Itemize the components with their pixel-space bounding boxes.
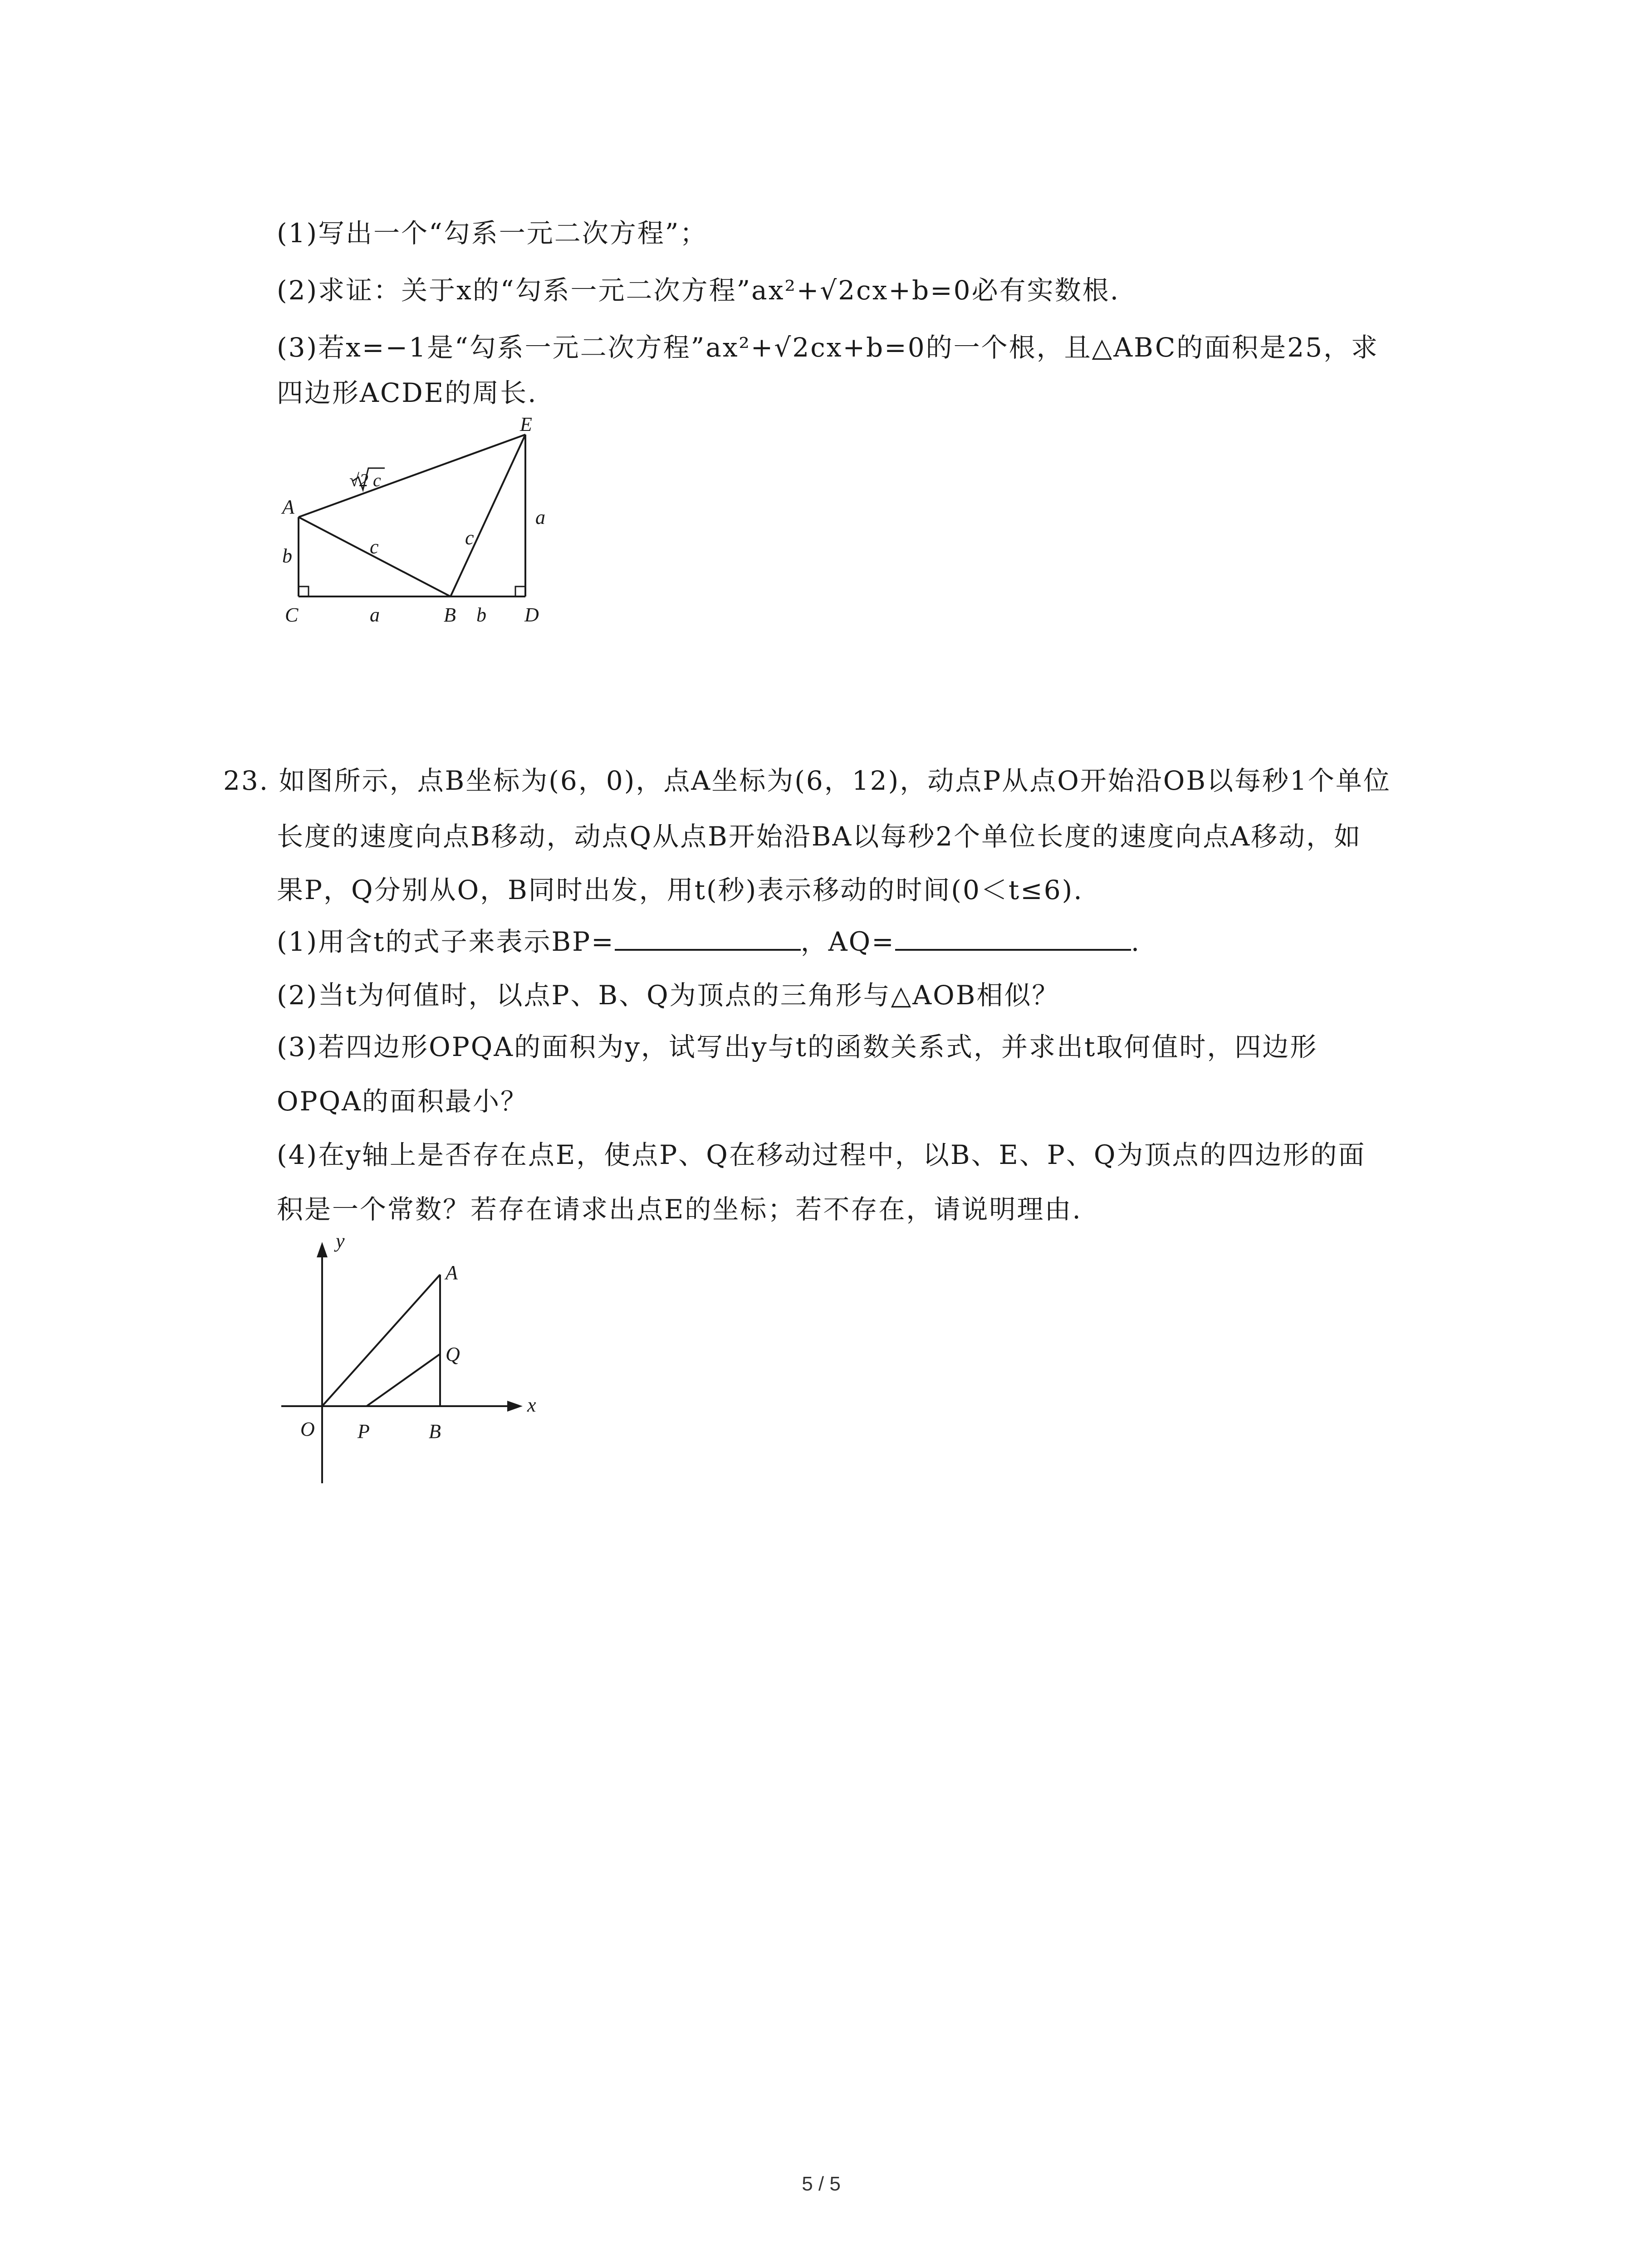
label-O: O — [300, 1418, 315, 1440]
q23-intro-line2: 长度的速度向点B移动，动点Q从点B开始沿BA以每秒2个单位长度的速度向点A移动，如 — [277, 821, 1362, 852]
segment-AE — [299, 435, 525, 517]
label-Q: Q — [446, 1343, 460, 1365]
label-B: B — [429, 1420, 441, 1442]
q23-part2: (2)当t为何值时，以点P、B、Q为顶点的三角形与△AOB相似？ — [277, 980, 1060, 1011]
q23-part3-line1: (3)若四边形OPQA的面积为y，试写出y与t的函数关系式，并求出t取何值时，四边形 — [277, 1031, 1318, 1062]
side-label-CB: a — [370, 604, 380, 626]
right-angle-D — [515, 587, 525, 596]
q23-part1-middle: ，AQ= — [800, 926, 895, 957]
side-label-BD: b — [476, 604, 486, 626]
side-label-DE: a — [535, 506, 545, 528]
q23-part4-line2: 积是一个常数？若存在请求出点E的坐标；若不存在，请说明理由. — [277, 1194, 1082, 1225]
side-label-AB: c — [370, 536, 379, 558]
q23-part1 — [277, 925, 1141, 958]
page-number: 5 / 5 — [802, 2173, 841, 2195]
label-y: y — [336, 1234, 345, 1252]
x-axis-arrow — [507, 1401, 523, 1412]
q23-part4-line1: (4)在y轴上是否存在点E，使点P、Q在移动过程中，以B、E、P、Q为顶点的四边形的面 — [277, 1139, 1366, 1170]
q22-part3-line1: (3)若x=−1是“勾系一元二次方程”ax²+√2cx+b=0的一个根，且△ABC的面积是25，求 — [277, 332, 1379, 363]
side-label-AE: √2 c — [349, 470, 381, 490]
q23-intro-line1: 23. 如图所示，点B坐标为(6，0)，点A坐标为(6，12)，动点P从点O开始沿OB以每秒1个单位 — [223, 765, 1391, 796]
right-angle-C — [299, 587, 309, 596]
segment-PQ — [367, 1354, 440, 1406]
label-B: B — [444, 604, 456, 626]
answer-blank-AQ[interactable] — [895, 925, 1131, 951]
q22-part2: (2)求证：关于x的“勾系一元二次方程”ax²+√2cx+b=0必有实数根. — [277, 275, 1120, 306]
answer-blank-BP[interactable] — [615, 925, 801, 951]
segment-OA — [322, 1275, 440, 1406]
label-A: A — [282, 496, 294, 518]
q22-part3-line2: 四边形ACDE的周长. — [277, 377, 538, 408]
figure-coordinate — [268, 1234, 549, 1488]
q22-part1: (1)写出一个“勾系一元二次方程”； — [277, 218, 708, 249]
label-C: C — [285, 604, 299, 626]
q23-intro-line3: 果P，Q分别从O，B同时出发，用t(秒)表示移动的时间(0＜t≤6). — [277, 875, 1083, 905]
label-E: E — [520, 413, 532, 435]
q23-part1-suffix: . — [1131, 926, 1141, 957]
label-A: A — [446, 1261, 458, 1284]
figure-trapezoid — [263, 408, 581, 635]
label-x: x — [527, 1394, 536, 1416]
y-axis-arrow — [317, 1242, 328, 1257]
segment-BE — [451, 435, 525, 596]
q23-part1-prefix: (1)用含t的式子来表示BP= — [277, 926, 615, 957]
side-label-BE: c — [465, 527, 474, 549]
side-label-AC: b — [282, 545, 292, 567]
label-D: D — [524, 604, 539, 626]
q23-part3-line2: OPQA的面积最小？ — [277, 1086, 529, 1117]
label-P: P — [358, 1420, 370, 1442]
